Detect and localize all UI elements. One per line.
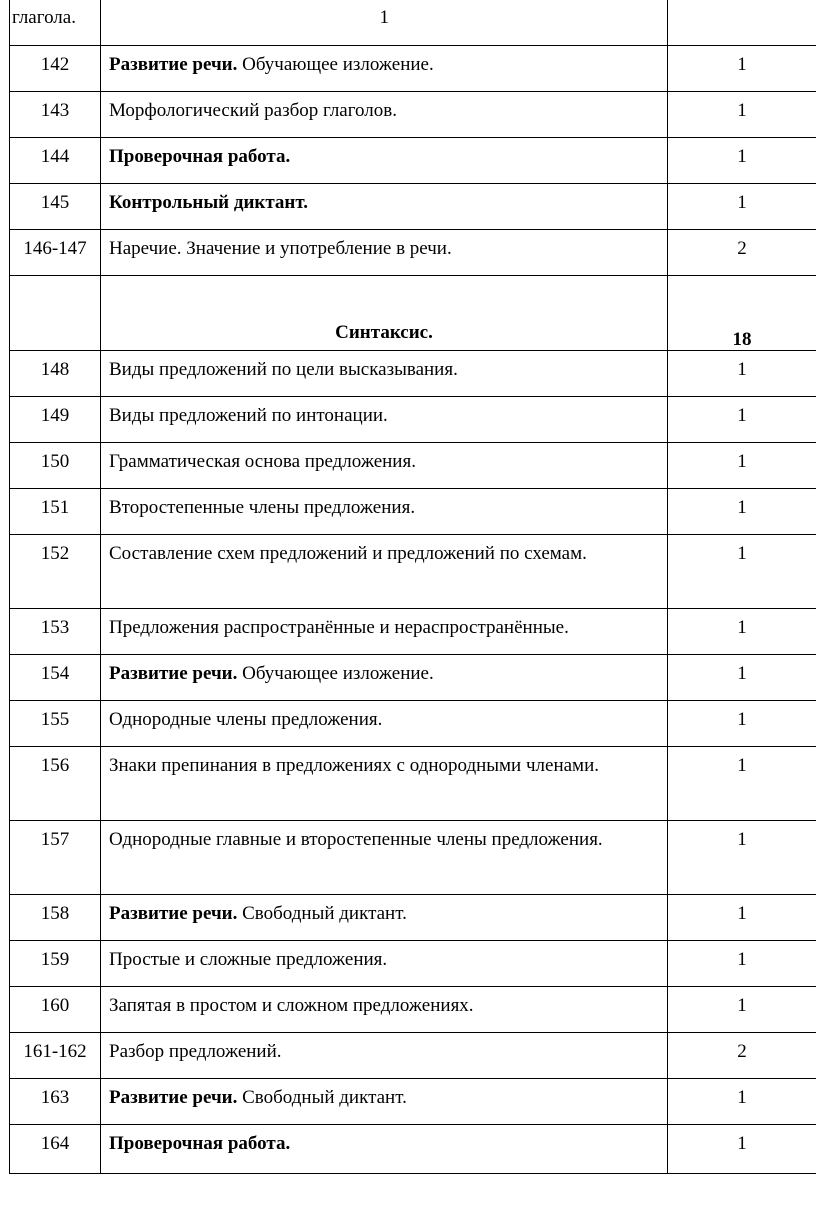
lesson-hours: 2	[668, 230, 816, 276]
lesson-hours: 1	[668, 655, 816, 701]
lesson-number: 159	[10, 941, 101, 987]
lesson-number: 148	[10, 351, 101, 397]
table-row	[10, 489, 816, 535]
lesson-number: 157	[10, 821, 101, 895]
lesson-hours: 1	[668, 184, 816, 230]
topic-text: Обучающее изложение.	[237, 663, 434, 684]
lesson-number: 163	[10, 1079, 101, 1125]
table-row	[10, 821, 816, 895]
lesson-number: 149	[10, 397, 101, 443]
topic-bold-label: Развитие речи.	[109, 903, 238, 924]
topic-bold-label: Проверочная работа.	[109, 1133, 291, 1154]
lesson-hours: 1	[668, 443, 816, 489]
topic-bold-label: Развитие речи.	[109, 1087, 238, 1108]
lesson-hours: 1	[668, 747, 816, 821]
lesson-number: 150	[10, 443, 101, 489]
lesson-number: 143	[10, 92, 101, 138]
section-hours-value: 18	[732, 329, 752, 350]
lesson-topic	[101, 1033, 668, 1079]
topic-text: Виды предложений по цели высказывания.	[109, 359, 458, 380]
lesson-topic	[101, 443, 668, 489]
table-row	[10, 1033, 816, 1079]
section-number-cell	[10, 276, 101, 351]
table-body	[10, 0, 816, 1174]
lesson-number: 153	[10, 609, 101, 655]
hours-cell-empty	[668, 0, 816, 46]
table-row	[10, 895, 816, 941]
topic-text: Составление схем предложений и предложений по схемам.	[109, 543, 587, 564]
lesson-hours: 1	[668, 138, 816, 184]
topic-text: Грамматическая основа предложения.	[109, 451, 416, 472]
lesson-hours: 1	[668, 351, 816, 397]
table-row	[10, 138, 816, 184]
lesson-topic	[101, 92, 668, 138]
lesson-topic	[101, 747, 668, 821]
table-row	[10, 184, 816, 230]
table-row	[10, 701, 816, 747]
lesson-topic	[101, 230, 668, 276]
section-header-row	[10, 276, 816, 351]
topic-bold-label: Проверочная работа.	[109, 146, 291, 167]
topic-text: Свободный диктант.	[237, 903, 407, 924]
lesson-topic	[101, 609, 668, 655]
topic-text: Свободный диктант.	[237, 1087, 407, 1108]
topic-text: Знаки препинания в предложениях с однородными членами.	[109, 755, 599, 776]
lesson-topic	[101, 701, 668, 747]
topic-cell-continuation	[10, 0, 389, 46]
lesson-topic	[101, 489, 668, 535]
table-row-continuation	[10, 0, 816, 46]
lesson-topic	[101, 1125, 668, 1174]
topic-text: Морфологический разбор глаголов.	[109, 100, 398, 121]
lesson-topic	[101, 987, 668, 1033]
lesson-hours: 2	[668, 1033, 816, 1079]
lesson-number: 145	[10, 184, 101, 230]
lesson-number: 160	[10, 987, 101, 1033]
lesson-hours: 1	[668, 397, 816, 443]
table-row	[10, 443, 816, 489]
lesson-topic	[101, 138, 668, 184]
topic-text: Наречие. Значение и употребление в речи.	[109, 238, 452, 259]
lesson-number: 142	[10, 46, 101, 92]
topic-text: Разбор предложений.	[109, 1041, 282, 1062]
lesson-hours: 1	[668, 609, 816, 655]
topic-text: глагола.	[12, 7, 76, 28]
lesson-hours: 1	[668, 1079, 816, 1125]
lesson-hours: 1	[668, 895, 816, 941]
section-title: Синтаксис.	[101, 276, 668, 351]
lesson-topic	[101, 184, 668, 230]
topic-text: Виды предложений по интонации.	[109, 405, 388, 426]
lesson-hours: 1	[668, 987, 816, 1033]
table-row	[10, 987, 816, 1033]
table-row	[10, 92, 816, 138]
lesson-number: 161-162	[10, 1033, 101, 1079]
topic-text: Однородные главные и второстепенные члены предложения.	[109, 829, 603, 850]
table-row	[10, 655, 816, 701]
topic-text: Обучающее изложение.	[237, 54, 434, 75]
lesson-topic	[101, 351, 668, 397]
lesson-topic	[101, 821, 668, 895]
lesson-topic	[101, 397, 668, 443]
table-row	[10, 1079, 816, 1125]
lesson-number: 158	[10, 895, 101, 941]
lesson-number: 146-147	[10, 230, 101, 276]
table-row	[10, 397, 816, 443]
table-row	[10, 535, 816, 609]
topic-bold-label: Развитие речи.	[109, 54, 238, 75]
table-row	[10, 747, 816, 821]
table-row	[10, 609, 816, 655]
topic-text: Второстепенные члены предложения.	[109, 497, 416, 518]
lesson-topic	[101, 46, 668, 92]
topic-text: Предложения распространённые и нераспространённые.	[109, 617, 569, 638]
lesson-number: 154	[10, 655, 101, 701]
table-row	[10, 1125, 816, 1174]
lesson-hours: 1	[668, 701, 816, 747]
lesson-number: 155	[10, 701, 101, 747]
topic-bold-label: Развитие речи.	[109, 663, 238, 684]
topic-text: Однородные члены предложения.	[109, 709, 383, 730]
lesson-number: 144	[10, 138, 101, 184]
topic-text: Простые и сложные предложения.	[109, 949, 388, 970]
lesson-hours: 1	[668, 46, 816, 92]
lesson-number: 156	[10, 747, 101, 821]
lesson-hours: 1	[668, 821, 816, 895]
lesson-topic	[101, 1079, 668, 1125]
hours-text: 1	[379, 6, 389, 28]
table-row	[10, 351, 816, 397]
lesson-hours: 1	[668, 1125, 816, 1174]
section-hours	[668, 276, 816, 351]
lesson-topic	[101, 535, 668, 609]
lesson-hours: 1	[668, 535, 816, 609]
lesson-hours: 1	[668, 489, 816, 535]
lesson-plan-table	[9, 0, 816, 1174]
table-row	[10, 230, 816, 276]
table-row	[10, 941, 816, 987]
lesson-hours: 1	[668, 92, 816, 138]
lesson-number: 152	[10, 535, 101, 609]
lesson-topic	[101, 655, 668, 701]
lesson-hours: 1	[668, 941, 816, 987]
lesson-topic	[101, 941, 668, 987]
topic-bold-label: Контрольный диктант.	[109, 192, 309, 213]
topic-text: Запятая в простом и сложном предложениях.	[109, 995, 474, 1016]
table-row	[10, 46, 816, 92]
lesson-topic	[101, 895, 668, 941]
lesson-number: 151	[10, 489, 101, 535]
lesson-number: 164	[10, 1125, 101, 1174]
